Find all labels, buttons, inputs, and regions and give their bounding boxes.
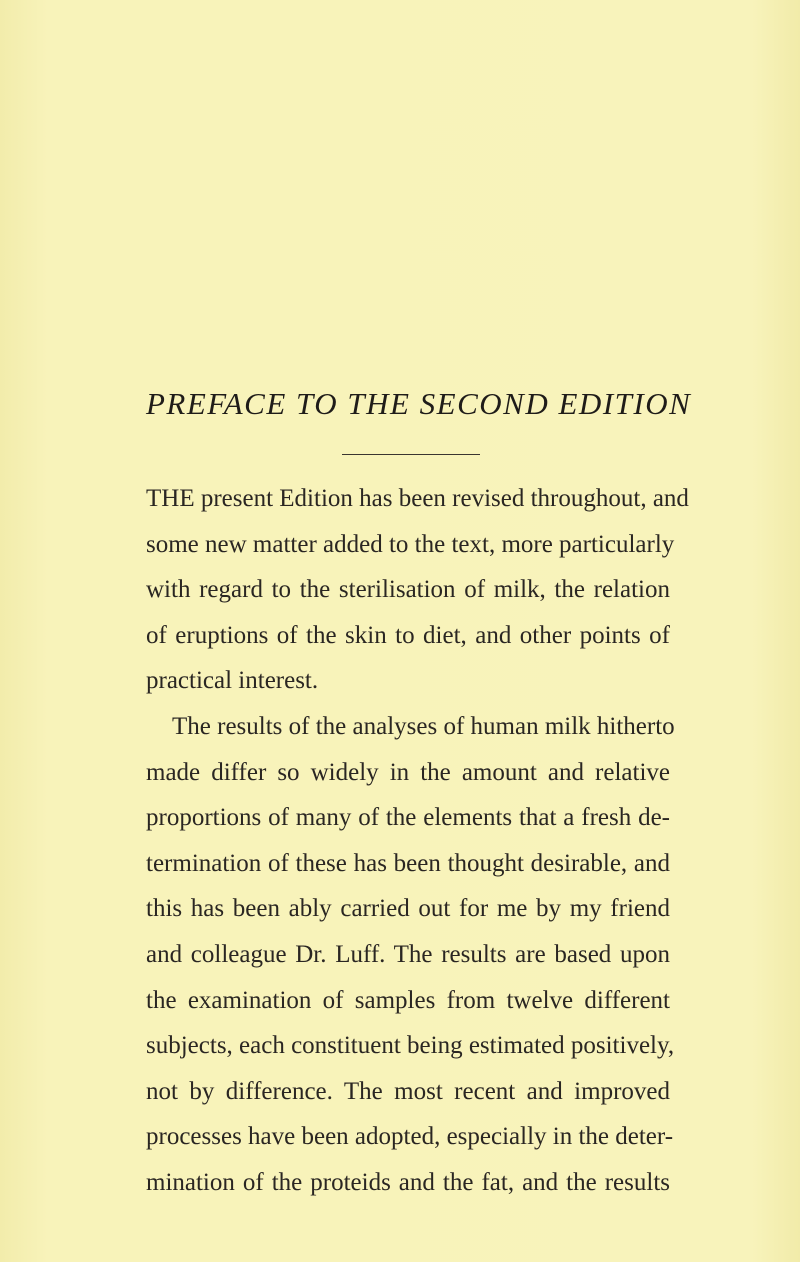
- text-line: not by difference. The most recent and improved: [146, 1077, 670, 1105]
- text-line: subjects, each constituent being estimated positively,: [146, 1032, 675, 1060]
- text-line: termination of these has been thought desirable, and: [146, 849, 670, 877]
- heading-rule: [342, 454, 480, 455]
- text-line: mination of the proteids and the fat, and the results: [146, 1168, 670, 1196]
- text-line: some new matter added to the text, more particularly: [146, 530, 675, 558]
- text-line: processes have been adopted, especially in the deter-: [146, 1123, 674, 1151]
- text-line: practical interest.: [146, 667, 319, 695]
- preface-heading: PREFACE TO THE SECOND EDITION: [146, 386, 692, 421]
- text-line: The results of the analyses of human milk hitherto: [172, 712, 675, 740]
- text-line: with regard to the sterilisation of milk, the relation: [146, 576, 670, 604]
- text-line: made differ so widely in the amount and relative: [146, 758, 670, 786]
- text-line: THE present Edition has been revised throughout, and: [146, 485, 689, 512]
- text-line: proportions of many of the elements that a fresh de-: [146, 804, 670, 832]
- text-line: and colleague Dr. Luff. The results are based upon: [146, 940, 670, 968]
- text-line: of eruptions of the skin to diet, and other points of: [146, 621, 670, 649]
- text-line: this has been ably carried out for me by my friend: [146, 895, 670, 923]
- preface-body: [146, 476, 689, 1206]
- text-line: the examination of samples from twelve different: [146, 986, 670, 1014]
